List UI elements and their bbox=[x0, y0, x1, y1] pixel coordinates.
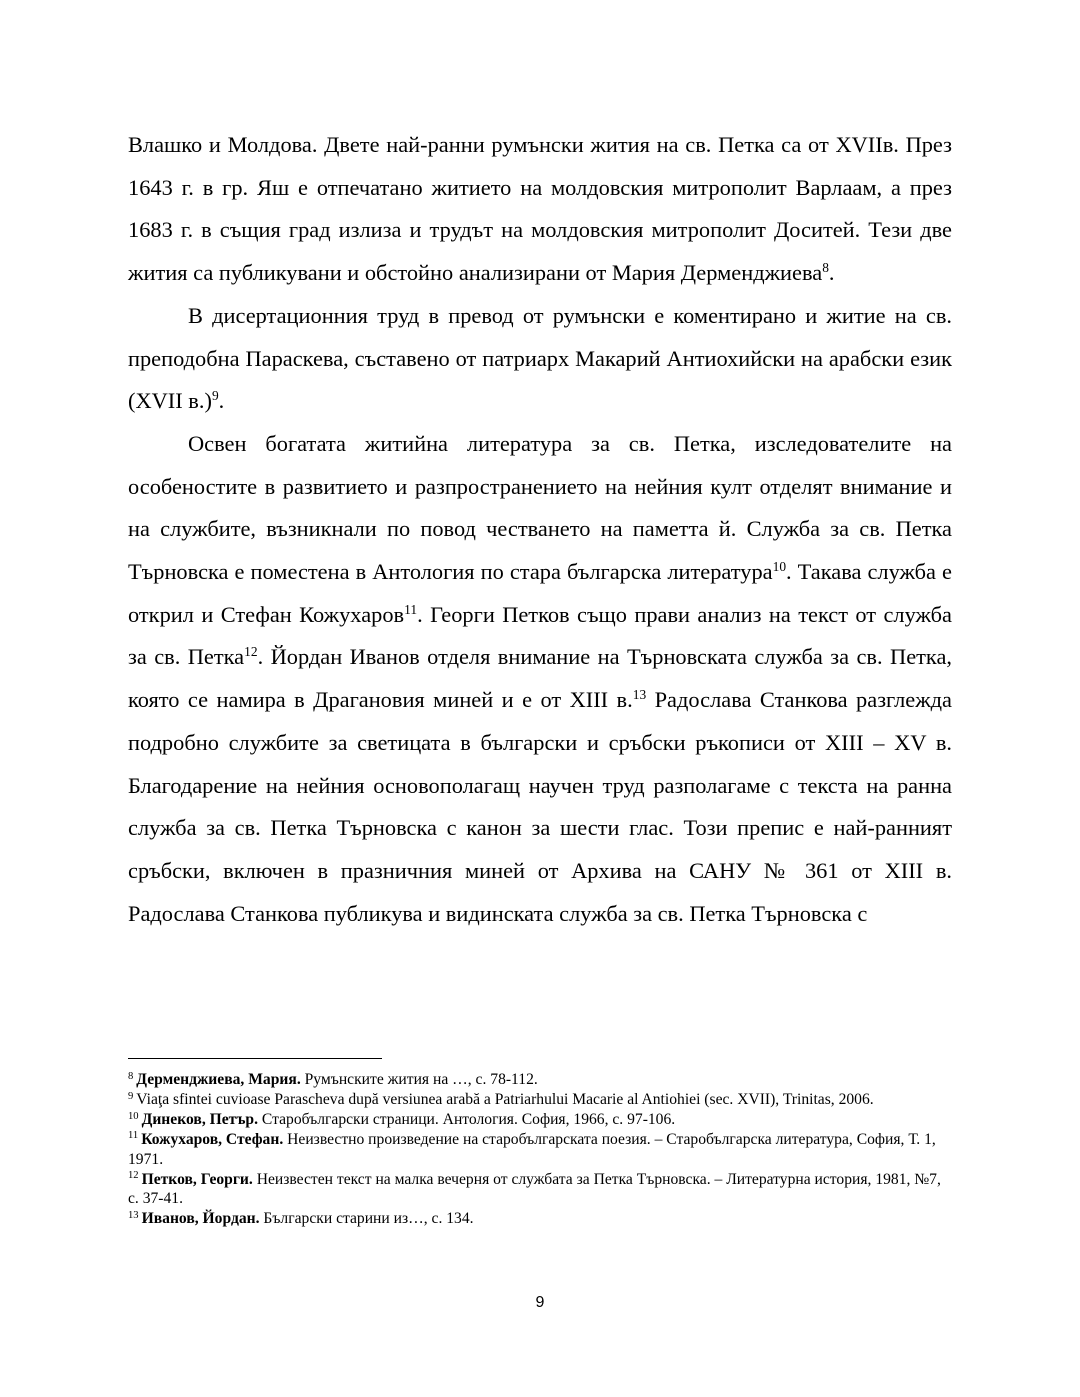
footnote-separator bbox=[128, 1058, 382, 1059]
footnote-ref[interactable]: 10 bbox=[772, 558, 787, 574]
page-number: 9 bbox=[535, 1294, 545, 1311]
footnote-ref[interactable]: 11 bbox=[404, 601, 418, 617]
footnote-author: Иванов, Йордан. bbox=[141, 1210, 260, 1228]
paragraph-2 bbox=[128, 295, 952, 423]
paragraph-text: . bbox=[218, 388, 225, 414]
footnote-10 bbox=[128, 1110, 952, 1130]
footnote-text: Румънските жития на …, с. 78-112. bbox=[300, 1071, 538, 1088]
footnote-8 bbox=[128, 1070, 952, 1090]
body-text bbox=[128, 124, 952, 935]
paragraph-text: . Георги Петков също прави анализ на текст от служба за св. Петка bbox=[128, 601, 952, 670]
footnote-author: Петков, Георги. bbox=[141, 1170, 253, 1188]
footnote-13 bbox=[128, 1209, 952, 1229]
footnote-ref[interactable]: 8 bbox=[822, 260, 829, 276]
footnote-number: 10 bbox=[128, 1110, 139, 1122]
footnote-number: 11 bbox=[128, 1130, 139, 1142]
footnote-text: Неизвестен текст на малка вечерня от службата за Петка Търновска. – Литературна история, 1981, №7, с. 37-41. bbox=[128, 1170, 941, 1208]
footnote-ref[interactable]: 12 bbox=[244, 644, 258, 660]
paragraph-3 bbox=[128, 423, 952, 935]
footnote-text: Старобългарски страници. Антология. София, 1966, с. 97-106. bbox=[258, 1110, 676, 1128]
paragraph-text: Освен богатата житийна литература за св. Петка, изследователите на особеностите в развитието и разпространението на нейния култ отделят внимание и на службите, възникнали по повод честването на паметта й. Служба за св. Петка Търновска е поместена в Антология по стара българска литература bbox=[128, 430, 952, 585]
footnote-number: 12 bbox=[128, 1170, 139, 1182]
footnote-author: Динеков, Петър. bbox=[141, 1110, 258, 1128]
paragraph-text: Радослава Станкова разглежда подробно службите за светицата в български и сръбски ръкописи от XIII – XV в. Благодарение на нейния основополагащ научен труд разполагаме с текста на ранна служба за св. Петка Търновска с канон за шести глас. Този препис е най-ранният сръбски, включен в празничния миней от Архива на САНУ № 361 от XIII в. Радослава Станкова публикува и видинската служба за св. Петка Търновска с bbox=[128, 687, 952, 926]
footnote-text: Неизвестно произведение на старобългарската поезия. – Старобългарска литература, София, Т. 1, 1971. bbox=[128, 1130, 936, 1168]
paragraph-1 bbox=[128, 124, 952, 295]
paragraph-text: Влашко и Молдова. Двете най-ранни румънски жития на св. Петка са от XVIIв. През 1643 г. в гр. Яш е отпечатано житието на молдовския митрополит Варлаам, а през 1683 г. в същия град излиза и трудът на молдовския митрополит Доситей. Тези две жития са публикувани и обстойно анализирани от Мария Дерменджиева bbox=[128, 132, 952, 286]
footnote-12 bbox=[128, 1170, 952, 1210]
footnote-author: Дерменджиева, Мария. bbox=[136, 1071, 301, 1088]
footnote-text: Viaţa sfintei cuvioase Parascheva după versiunea arabă a Patriarhului Macarie al Antiohiei (sec. XVII), Trinitas, 2006. bbox=[136, 1090, 874, 1108]
footnote-number: 13 bbox=[128, 1210, 139, 1222]
paragraph-text: В дисертационния труд в превод от румънски е коментирано и житие на св. преподобна Параскева, съставено от патриарх Макарий Антиохийски на арабски език (XVII в.) bbox=[128, 302, 952, 414]
footnote-text: Български старини из…, с. 134. bbox=[259, 1210, 474, 1228]
footnote-number: 8 bbox=[128, 1070, 134, 1082]
paragraph-text: . Йордан Иванов отделя внимание на Търновската служба за св. Петка, която се намира в Драгановия миней и е от XIII в. bbox=[128, 644, 952, 713]
footnotes-section bbox=[128, 1070, 952, 1229]
footnote-ref[interactable]: 9 bbox=[211, 388, 219, 404]
footnote-11 bbox=[128, 1130, 952, 1170]
footnote-ref[interactable]: 13 bbox=[632, 687, 647, 703]
paragraph-text: . Такава служба е открил и Стефан Кожухаров bbox=[128, 559, 952, 627]
footnote-author: Кожухаров, Стефан. bbox=[141, 1130, 284, 1148]
paragraph-text: . bbox=[828, 260, 835, 286]
footnote-number: 9 bbox=[128, 1090, 134, 1102]
footnote-9 bbox=[128, 1090, 952, 1110]
